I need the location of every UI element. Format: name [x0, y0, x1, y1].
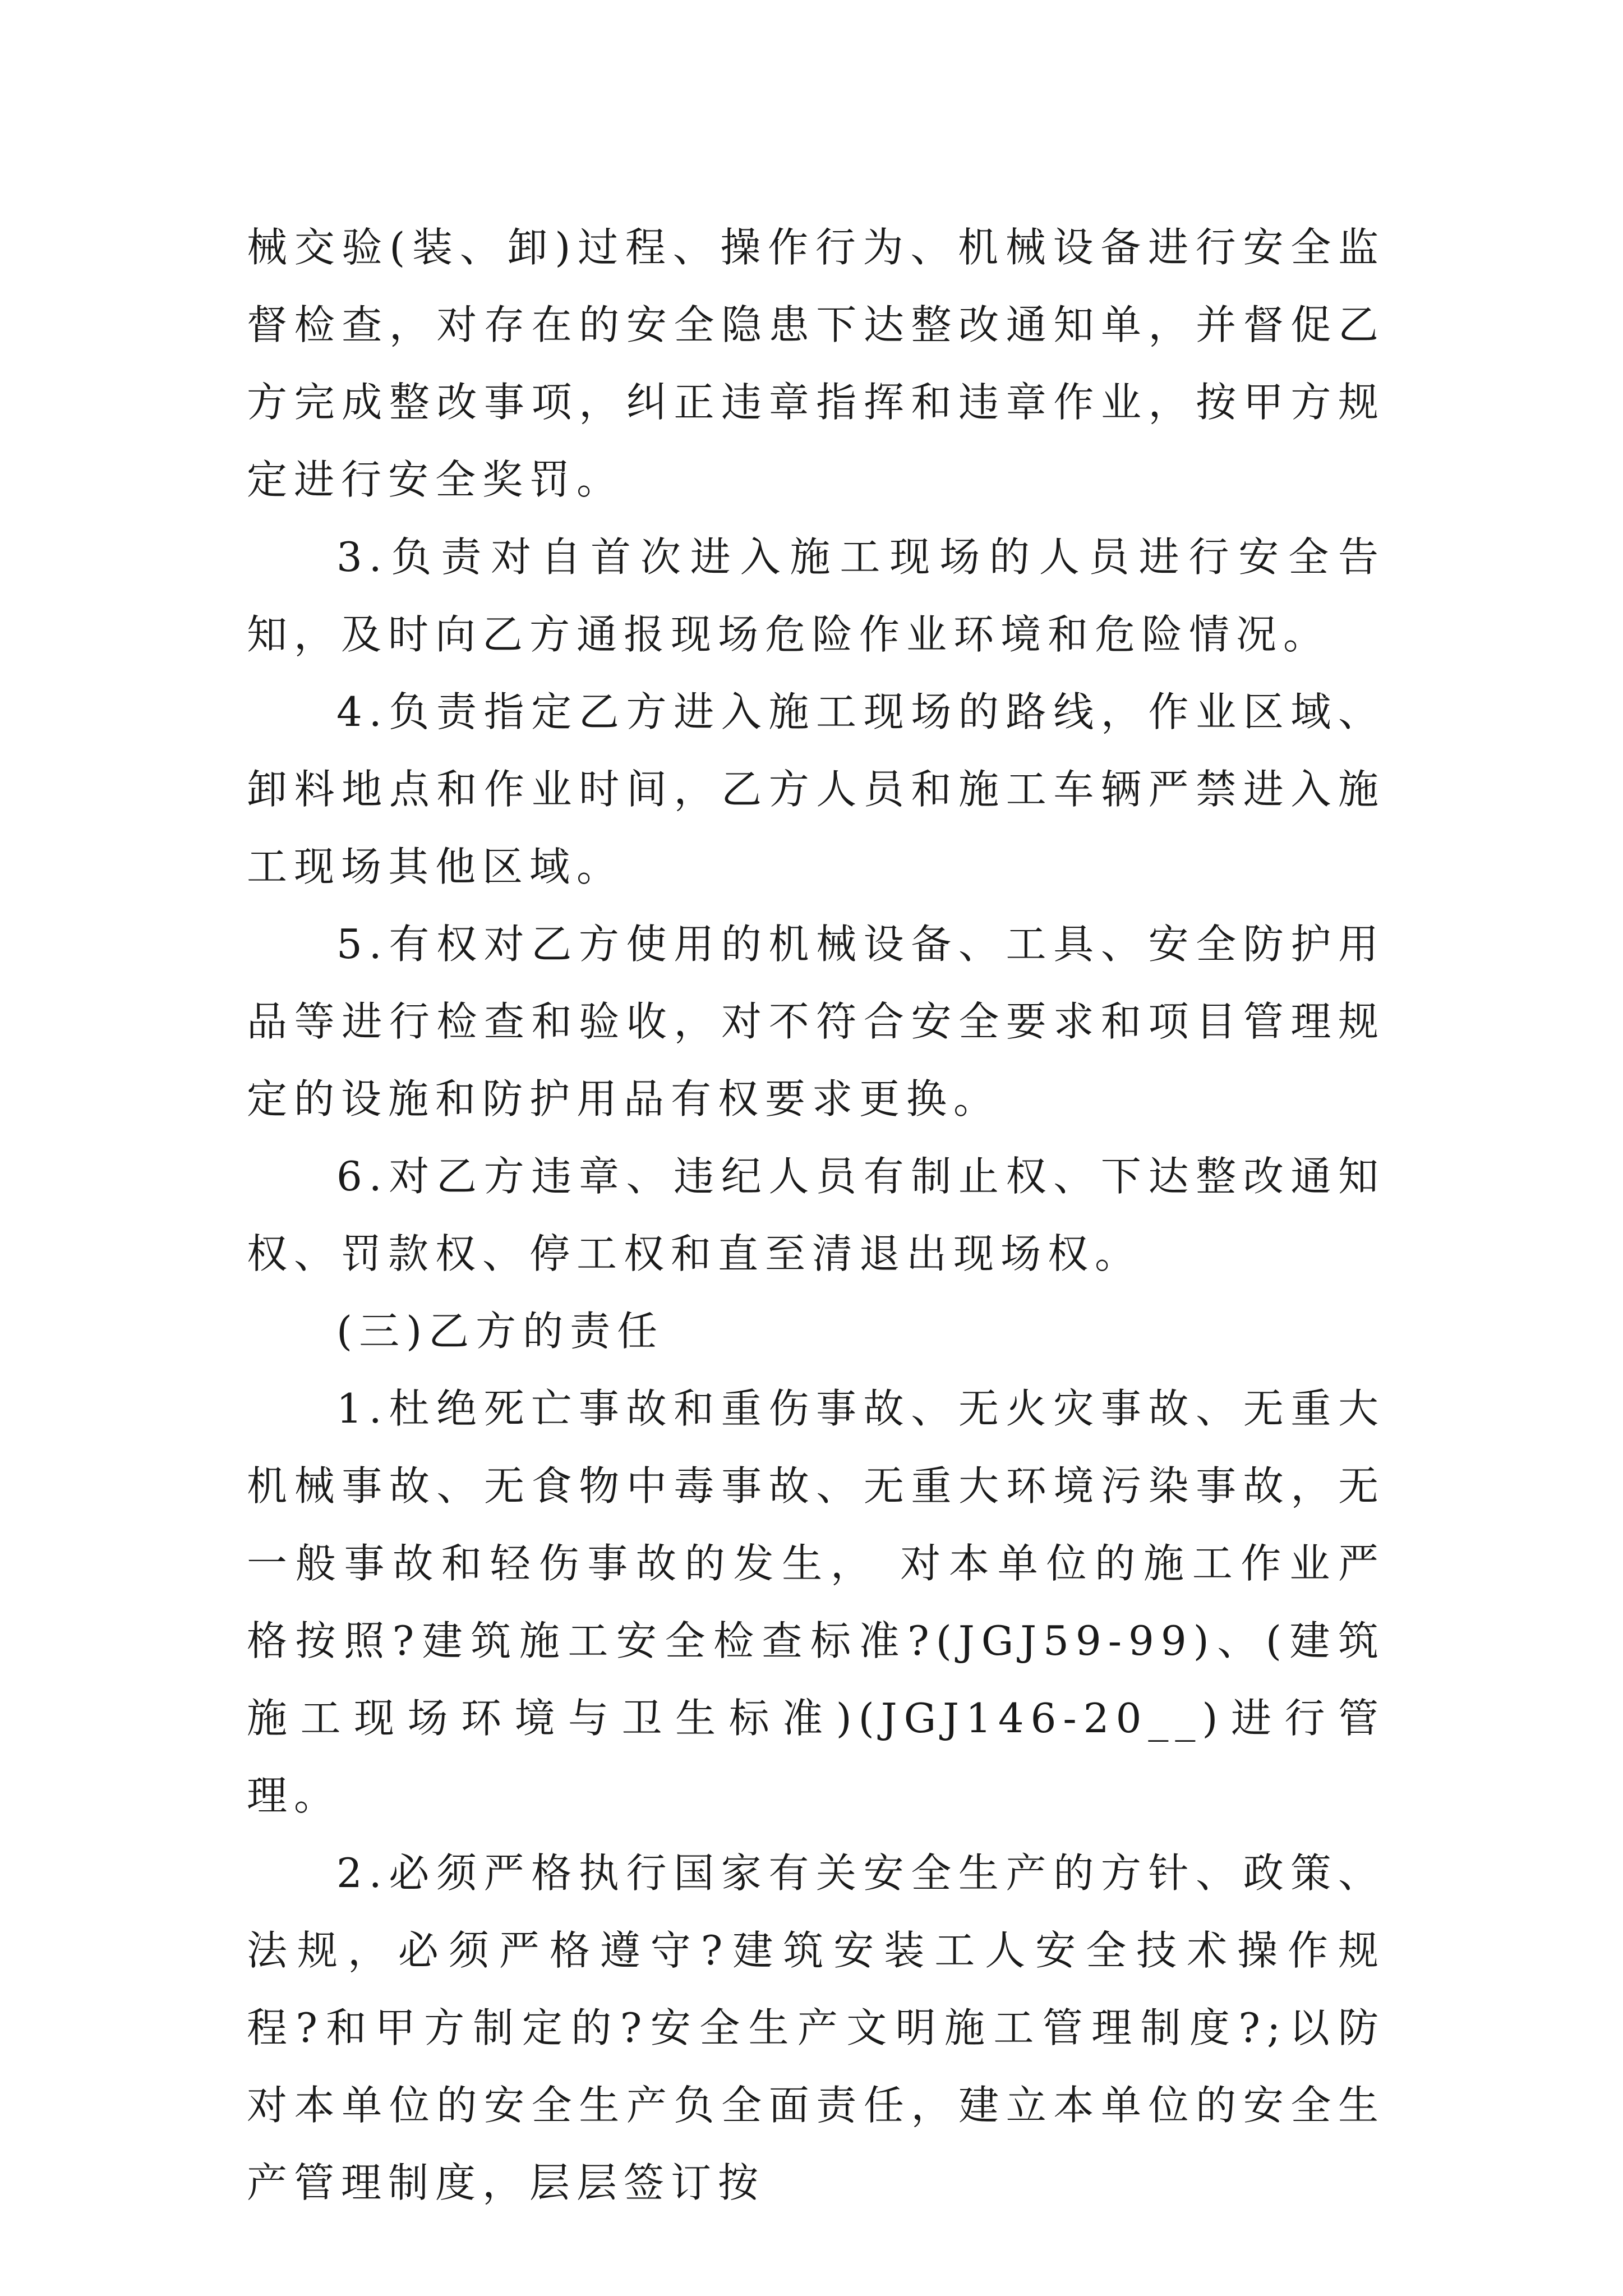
- paragraph-item-1: 1.杜绝死亡事故和重伤事故、无火灾事故、无重大机械事故、无食物中毒事故、无重大环境污染事故，无一般事故和轻伤事故的发生， 对本单位的施工作业严格按照?建筑施工安全检查标准?(JGJ59-99)、(建筑施工现场环境与卫生标准)(JGJ146-20__)进行管理。: [247, 1385, 1385, 1819]
- paragraph-item-2: 2.必须严格执行国家有关安全生产的方针、政策、法规，必须严格遵守?建筑安装工人安全技术操作规程?和甲方制定的?安全生产文明施工管理制度?;以防对本单位的安全生产负全面责任，建立本单位的安全生产管理制度，层层签订按: [247, 1849, 1385, 2206]
- paragraph-item-6: 6.对乙方违章、违纪人员有制止权、下达整改通知权、罚款权、停工权和直至清退出现场权。: [247, 1153, 1385, 1277]
- paragraph-continuation: 械交验(装、卸)过程、操作行为、机械设备进行安全监督检查，对存在的安全隐患下达整改通知单，并督促乙方完成整改事项，纠正违章指挥和违章作业，按甲方规定进行安全奖罚。: [247, 224, 1385, 503]
- section-heading: (三)乙方的责任: [336, 1308, 665, 1355]
- paragraph-item-4: 4.负责指定乙方进入施工现场的路线，作业区域、卸料地点和作业时间，乙方人员和施工车辆严禁进入施工现场其他区域。: [247, 688, 1385, 890]
- paragraph-item-5: 5.有权对乙方使用的机械设备、工具、安全防护用品等进行检查和验收，对不符合安全要求和项目管理规定的设施和防护用品有权要求更换。: [247, 921, 1385, 1122]
- paragraph-item-3: 3.负责对自首次进入施工现场的人员进行安全告知，及时向乙方通报现场危险作业环境和危险情况。: [247, 533, 1385, 658]
- document-body: [247, 209, 1385, 2221]
